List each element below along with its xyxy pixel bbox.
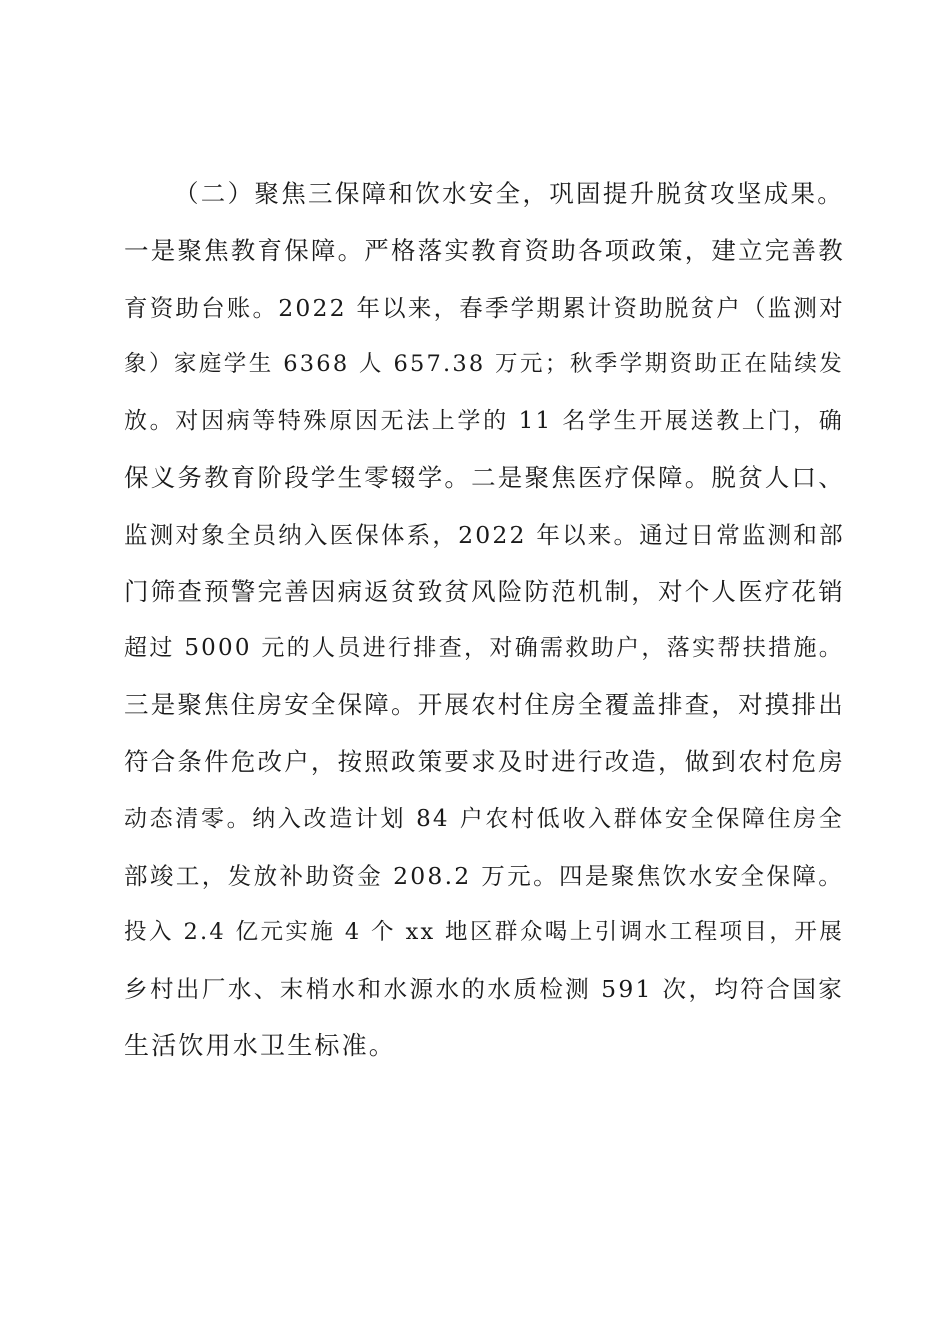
paragraph-line: 动态清零。纳入改造计划 84 户农村低收入群体安全保障住房全: [124, 805, 844, 832]
paragraph-line: 保义务教育阶段学生零辍学。二是聚焦医疗保障。脱贫人口、: [124, 462, 845, 492]
paragraph-line: 乡村出厂水、末梢水和水源水的水质检测 591 次，均符合国家: [124, 975, 844, 1004]
paragraph-line: （二）聚焦三保障和饮水安全，巩固提升脱贫攻坚成果。: [174, 179, 844, 208]
paragraph-line: 育资助台账。2022 年以来，春季学期累计资助脱贫户（监测对: [124, 293, 845, 322]
paragraph-line: 超过 5000 元的人员进行排查，对确需救助户，落实帮扶措施。: [124, 635, 844, 662]
paragraph-line: 一是聚焦教育保障。严格落实教育资助各项政策，建立完善教: [124, 235, 845, 265]
paragraph-line: 符合条件危改户，按照政策要求及时进行改造，做到农村危房: [124, 746, 845, 776]
paragraph-line: 投入 2.4 亿元实施 4 个 xx 地区群众喝上引调水工程项目，开展: [124, 919, 844, 946]
paragraph-line: 监测对象全员纳入医保体系，2022 年以来。通过日常监测和部: [124, 520, 845, 549]
paragraph-line: 象）家庭学生 6368 人 657.38 万元；秋季学期资助正在陆续发: [124, 351, 844, 378]
body-paragraph: [124, 166, 844, 1075]
paragraph-line: 放。对因病等特殊原因无法上学的 11 名学生开展送教上门，确: [124, 408, 844, 435]
paragraph-line: 三是聚焦住房安全保障。开展农村住房全覆盖排查，对摸排出: [124, 690, 845, 720]
paragraph-line: 生活饮用水卫生标准。: [124, 1030, 397, 1060]
paragraph-line: 部竣工，发放补助资金 208.2 万元。四是聚焦饮水安全保障。: [124, 861, 844, 890]
paragraph-line: 门筛查预警完善因病返贫致贫风险防范机制，对个人医疗花销: [124, 576, 845, 606]
